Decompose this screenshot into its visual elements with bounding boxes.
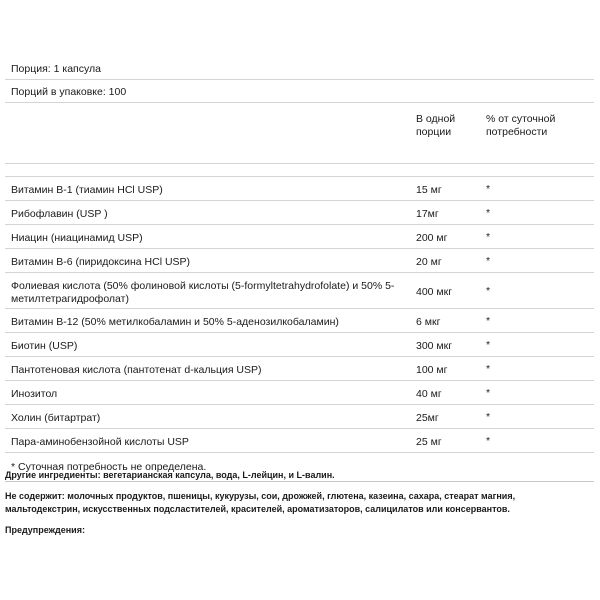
servings-per-container: Порций в упаковке: 100 [11, 86, 127, 98]
table-row [5, 429, 594, 453]
table-row [5, 225, 594, 249]
nutrient-amount: 400 мкг [416, 286, 453, 298]
table-row [5, 201, 594, 225]
nutrient-name: Рибофлавин (USP ) [11, 208, 108, 220]
nutrient-dv: * [486, 285, 491, 297]
table-row [5, 405, 594, 429]
header-spacer [5, 164, 594, 177]
table-row [5, 309, 594, 333]
nutrient-dv: * [486, 207, 491, 219]
table-header-row [5, 103, 594, 164]
nutrient-name: Биотин (USP) [11, 340, 78, 352]
table-row [5, 177, 594, 201]
nutrient-amount: 20 мг [416, 256, 442, 268]
nutrient-name: Холин (битартрат) [11, 412, 101, 424]
nutrient-amount: 25мг [416, 412, 439, 424]
table-row [5, 381, 594, 405]
amount-header: В одной порции [416, 113, 456, 138]
table-row [5, 333, 594, 357]
nutrient-amount: 25 мг [416, 436, 442, 448]
serving-size-row [5, 57, 594, 80]
nutrient-dv: * [486, 315, 491, 327]
supplement-facts-table [5, 57, 594, 482]
nutrient-dv: * [486, 339, 491, 351]
nutrient-dv: * [486, 363, 491, 375]
nutrient-name: Пара-аминобензойной кислоты USP [11, 436, 189, 448]
other-ingredients: Другие ингредиенты: вегетарианская капсула, вода, L-лейцин, и L-валин. [5, 470, 335, 480]
nutrient-name: Фолиевая кислота (50% фолиновой кислоты (5-formyltetrahydrofolate) и 50% 5-метилтетрагидрофолат) [11, 280, 395, 305]
table-row [5, 249, 594, 273]
nutrient-amount: 300 мкг [416, 340, 453, 352]
nutrient-dv: * [486, 387, 491, 399]
nutrient-name: Витамин B-1 (тиамин HCl USP) [11, 184, 163, 196]
does-not-contain: Не содержит: молочных продуктов, пшеницы, кукурузы, сои, дрожжей, глютена, казеина, сахара, стеарат магния, мальтодекстрин, искусственных подсластителей, красителей, ароматизаторов, салицилатов или консервантов. [5, 491, 516, 514]
nutrient-amount: 40 мг [416, 388, 442, 400]
nutrient-name: Пантотеновая кислота (пантотенат d-кальция USP) [11, 364, 262, 376]
nutrient-dv: * [486, 255, 491, 267]
servings-per-container-row [5, 80, 594, 103]
nutrient-amount: 100 мг [416, 364, 448, 376]
nutrient-amount: 200 мг [416, 232, 448, 244]
nutrient-amount: 15 мг [416, 184, 442, 196]
table-row [5, 357, 594, 381]
nutrient-name: Инозитол [11, 388, 58, 400]
nutrient-dv: * [486, 231, 491, 243]
footnote: * Суточная потребность не определена. [11, 461, 207, 473]
table-row [5, 273, 594, 309]
nutrient-name: Витамин B-6 (пиридоксина HCl USP) [11, 256, 191, 268]
nutrient-dv: * [486, 435, 491, 447]
daily-value-header: % от суточной потребности [486, 113, 556, 138]
nutrient-name: Витамин B-12 (50% метилкобаламин и 50% 5-аденозилкобаламин) [11, 316, 339, 328]
nutrient-amount: 17мг [416, 208, 439, 220]
warnings-heading: Предупреждения: [5, 525, 85, 535]
nutrient-dv: * [486, 183, 491, 195]
serving-size: Порция: 1 капсула [11, 63, 101, 75]
nutrient-amount: 6 мкг [416, 316, 441, 328]
nutrient-dv: * [486, 411, 491, 423]
nutrient-name: Ниацин (ниацинамид USP) [11, 232, 143, 244]
